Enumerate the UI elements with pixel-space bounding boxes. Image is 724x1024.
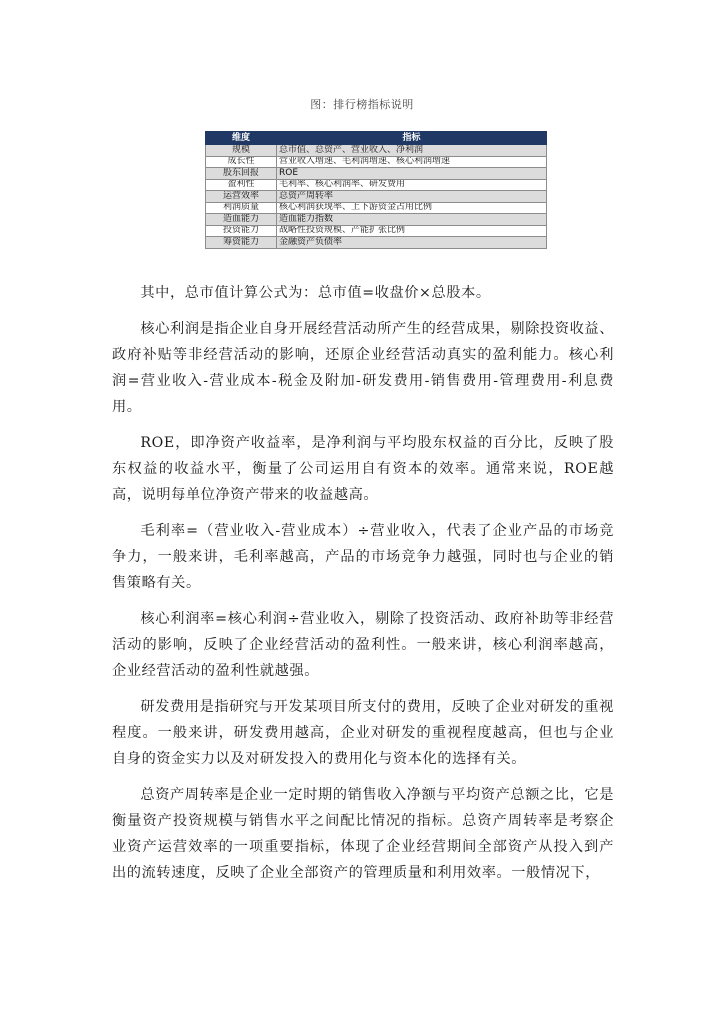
row-metric: 总资产周转率: [277, 191, 547, 203]
paragraph-core-profit: 核心利润是指企业自身开展经营活动所产生的经营成果，剔除投资收益、政府补贴等非经营活动的影响，还原企业经营活动真实的盈利能力。核心利润=营业收入-营业成本-税金及附加-研发费用-销售费用-管理费用-利息费用。: [112, 321, 614, 415]
row-dimension: 成长性: [206, 156, 277, 168]
row-dimension: 盈利性: [206, 179, 277, 191]
row-metric: ROE: [277, 168, 547, 180]
paragraph-core-profit-margin: 核心利润率=核心利润÷营业收入，剔除了投资活动、政府补助等非经营活动的影响，反映了企业经营活动的盈利性。一般来讲，核心利润率越高，企业经营活动的盈利性就越强。: [112, 611, 614, 679]
table-row: [206, 202, 547, 214]
row-dimension: 投资能力: [206, 225, 277, 237]
figure-caption: 图：排行榜指标说明: [310, 98, 414, 111]
body-text: [112, 280, 614, 896]
row-dimension: 股东回报: [206, 168, 277, 180]
table-row: [206, 191, 547, 203]
paragraph-gross-margin: 毛利率=（营业收入-营业成本）÷营业收入，代表了企业产品的市场竞争力，一般来讲，毛利率越高，产品的市场竞争力越强，同时也与企业的销售策略有关。: [112, 523, 614, 591]
row-dimension: 筹资能力: [206, 237, 277, 249]
paragraph-market-cap-formula: 其中，总市值计算公式为：总市值=收盘价×总股本。: [140, 285, 491, 301]
paragraph-roe: ROE，即净资产收益率，是净利润与平均股东权益的百分比，反映了股东权益的收益水平，衡量了公司运用自有资本的效率。通常来说，ROE越高，说明每单位净资产带来的收益越高。: [112, 435, 614, 503]
metrics-table-figure: [205, 131, 547, 249]
row-metric: 营业收入增速、毛利润增速、核心利润增速: [277, 156, 547, 168]
row-metric: 核心利润获现率、上下游资金占用比例: [277, 202, 547, 214]
row-metric: 毛利率、核心利润率、研发费用: [277, 179, 547, 191]
row-dimension: 利润质量: [206, 202, 277, 214]
header-metric: 指标: [277, 132, 547, 145]
row-metric: 战略性投资规模、产能扩张比例: [277, 225, 547, 237]
table-row: [206, 237, 547, 249]
row-metric: 金融资产负债率: [277, 237, 547, 249]
row-dimension: 造血能力: [206, 214, 277, 226]
table-row: [206, 145, 547, 157]
table-header-row: [206, 132, 547, 145]
table-row: [206, 156, 547, 168]
row-metric: 总市值、总资产、营业收入、净利润: [277, 145, 547, 157]
row-metric: 造血能力指数: [277, 214, 547, 226]
paragraph-asset-turnover: 总资产周转率是企业一定时期的销售收入净额与平均资产总额之比，它是衡量资产投资规模与销售水平之间配比情况的指标。总资产周转率是考察企业资产运营效率的一项重要指标，体现了企业经营期间全部资产从投入到产出的流转速度，反映了企业全部资产的管理质量和利用效率。一般情况下，: [112, 787, 614, 881]
metrics-table: [205, 131, 547, 249]
header-dimension: 维度: [206, 132, 277, 145]
row-dimension: 规模: [206, 145, 277, 157]
row-dimension: 运营效率: [206, 191, 277, 203]
table-row: [206, 168, 547, 180]
table-row: [206, 225, 547, 237]
paragraph-rd-expense: 研发费用是指研究与开发某项目所支付的费用，反映了企业对研发的重视程度。一般来讲，研发费用越高，企业对研发的重视程度越高，但也与企业自身的资金实力以及对研发投入的费用化与资本化的选择有关。: [112, 699, 614, 767]
table-row: [206, 214, 547, 226]
table-row: [206, 179, 547, 191]
